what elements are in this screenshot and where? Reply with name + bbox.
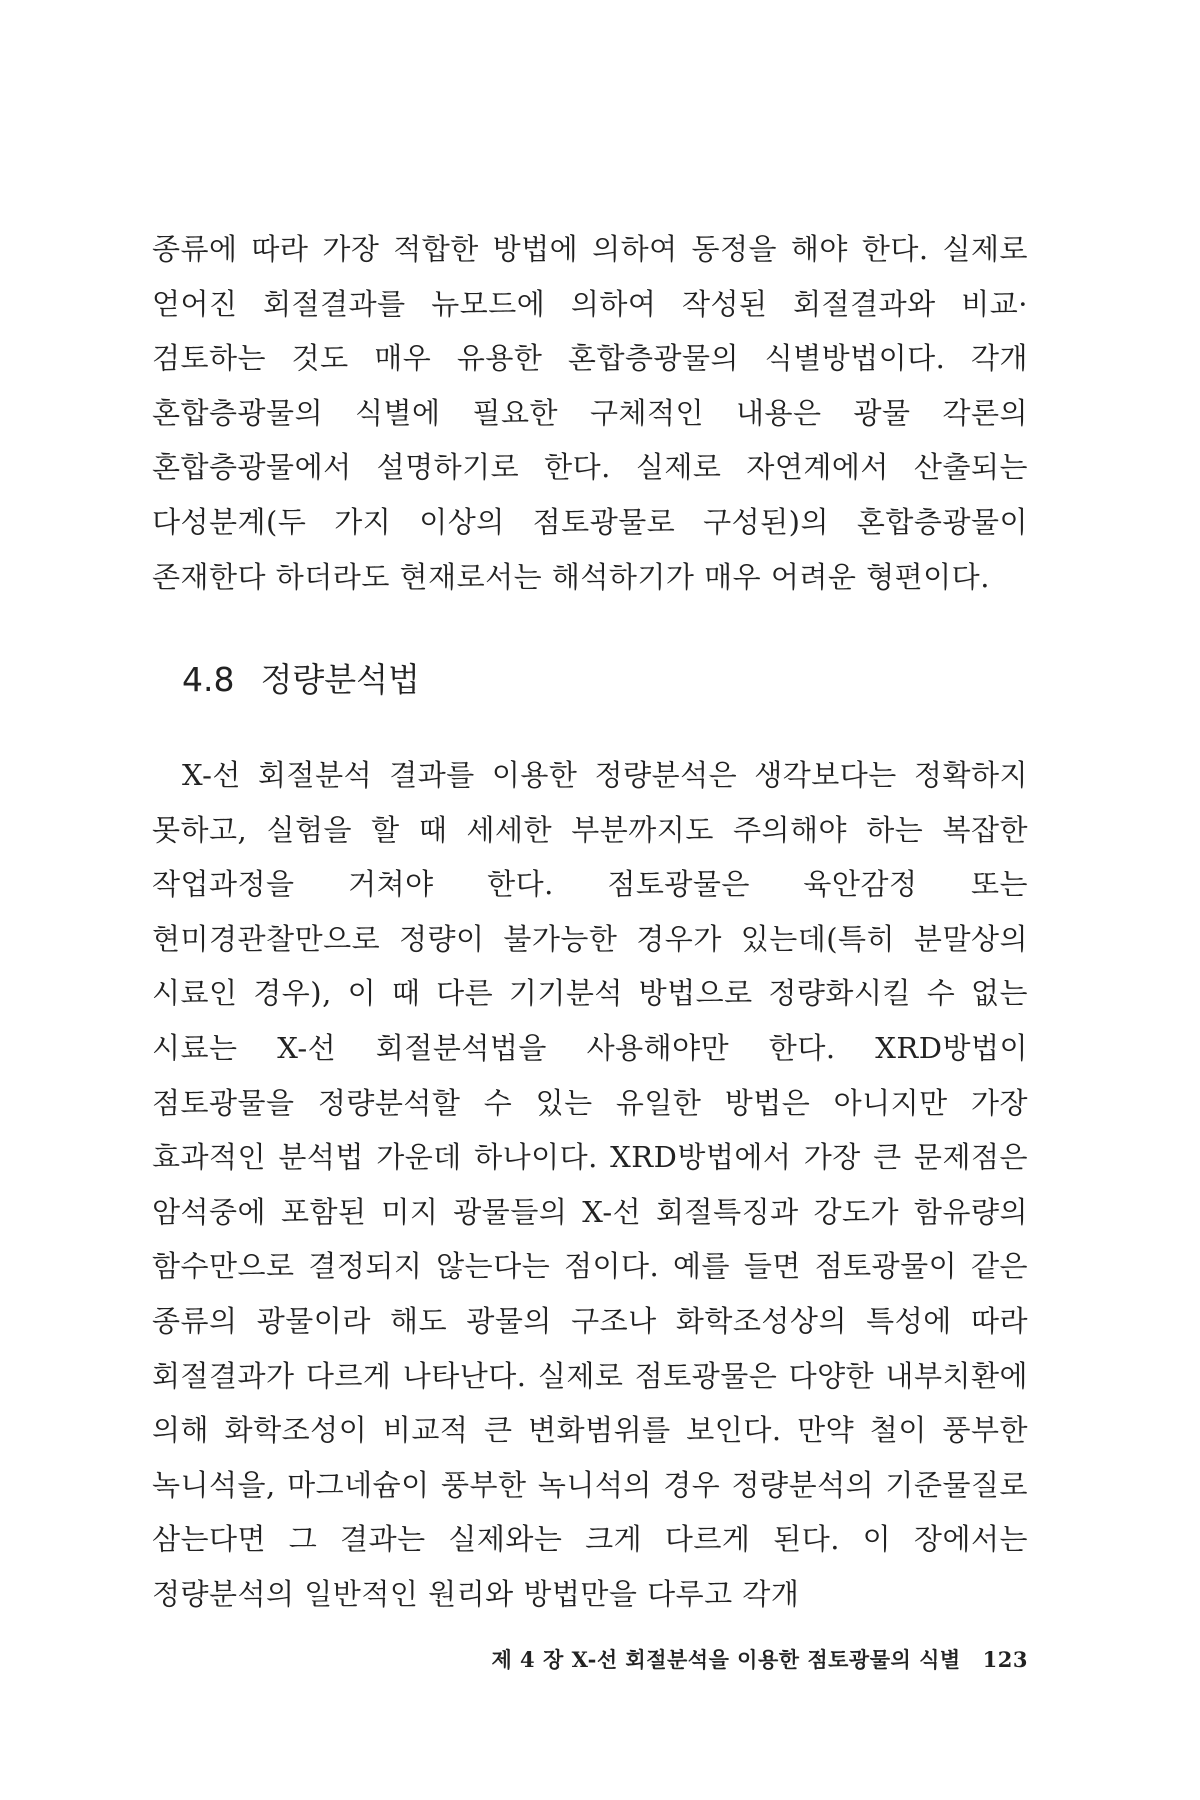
body-paragraph: 종류에 따라 가장 적합한 방법에 의하여 동정을 해야 한다. 실제로 얻어진 회절결과를 뉴모드에 의하여 작성된 회절결과와 비교·검토하는 것도 매우 유용한 혼합층광물의 식별방법이다. 각개 혼합층광물의 식별에 필요한 구체적인 내용은 광물 각론의 혼합층광물에서 설명하기로 한다. 실제로 자연계에서 산출되는 다성분계(두 가지 이상의 점토광물로 구성된)의 혼합층광물이 존재한다 하더라도 현재로서는 해석하기가 매우 어려운 형편이다.	[152, 232, 1028, 594]
section-heading	[182, 660, 420, 700]
running-title: 제 4 장 X-선 회절분석을 이용한 점토광물의 식별	[491, 1647, 961, 1672]
section-number: 4.8	[182, 660, 235, 699]
page-footer	[491, 1644, 1028, 1674]
page-number: 123	[982, 1647, 1028, 1672]
section-title: 정량분석법	[260, 660, 420, 699]
body-paragraph: X-선 회절분석 결과를 이용한 정량분석은 생각보다는 정확하지 못하고, 실험을 할 때 세세한 부분까지도 주의해야 하는 복잡한 작업과정을 거쳐야 한다. 점토광물은 육안감정 또는 현미경관찰만으로 정량이 불가능한 경우가 있는데(특히 분말상의 시료인 경우), 이 때 다른 기기분석 방법으로 정량화시킬 수 없는 시료는 X-선 회절분석법을 사용해야만 한다. XRD방법이 점토광물을 정량분석할 수 있는 유일한 방법은 아니지만 가장 효과적인 분석법 가운데 하나이다. XRD방법에서 가장 큰 문제점은 암석중에 포함된 미지 광물들의 X-선 회절특징과 강도가 함유량의 함수만으로 결정되지 않는다는 점이다. 예를 들면 점토광물이 같은 종류의 광물이라 해도 광물의 구조나 화학조성상의 특성에 따라 회절결과가 다르게 나타난다. 실제로 점토광물은 다양한 내부치환에 의해 화학조성이 비교적 큰 변화범위를 보인다. 만약 철이 풍부한 녹니석을, 마그네슘이 풍부한 녹니석의 경우 정량분석의 기준물질로 삼는다면 그 결과는 실제와는 크게 다르게 된다. 이 장에서는 정량분석의 일반적인 원리와 방법만을 다루고 각개	[152, 758, 1028, 1611]
